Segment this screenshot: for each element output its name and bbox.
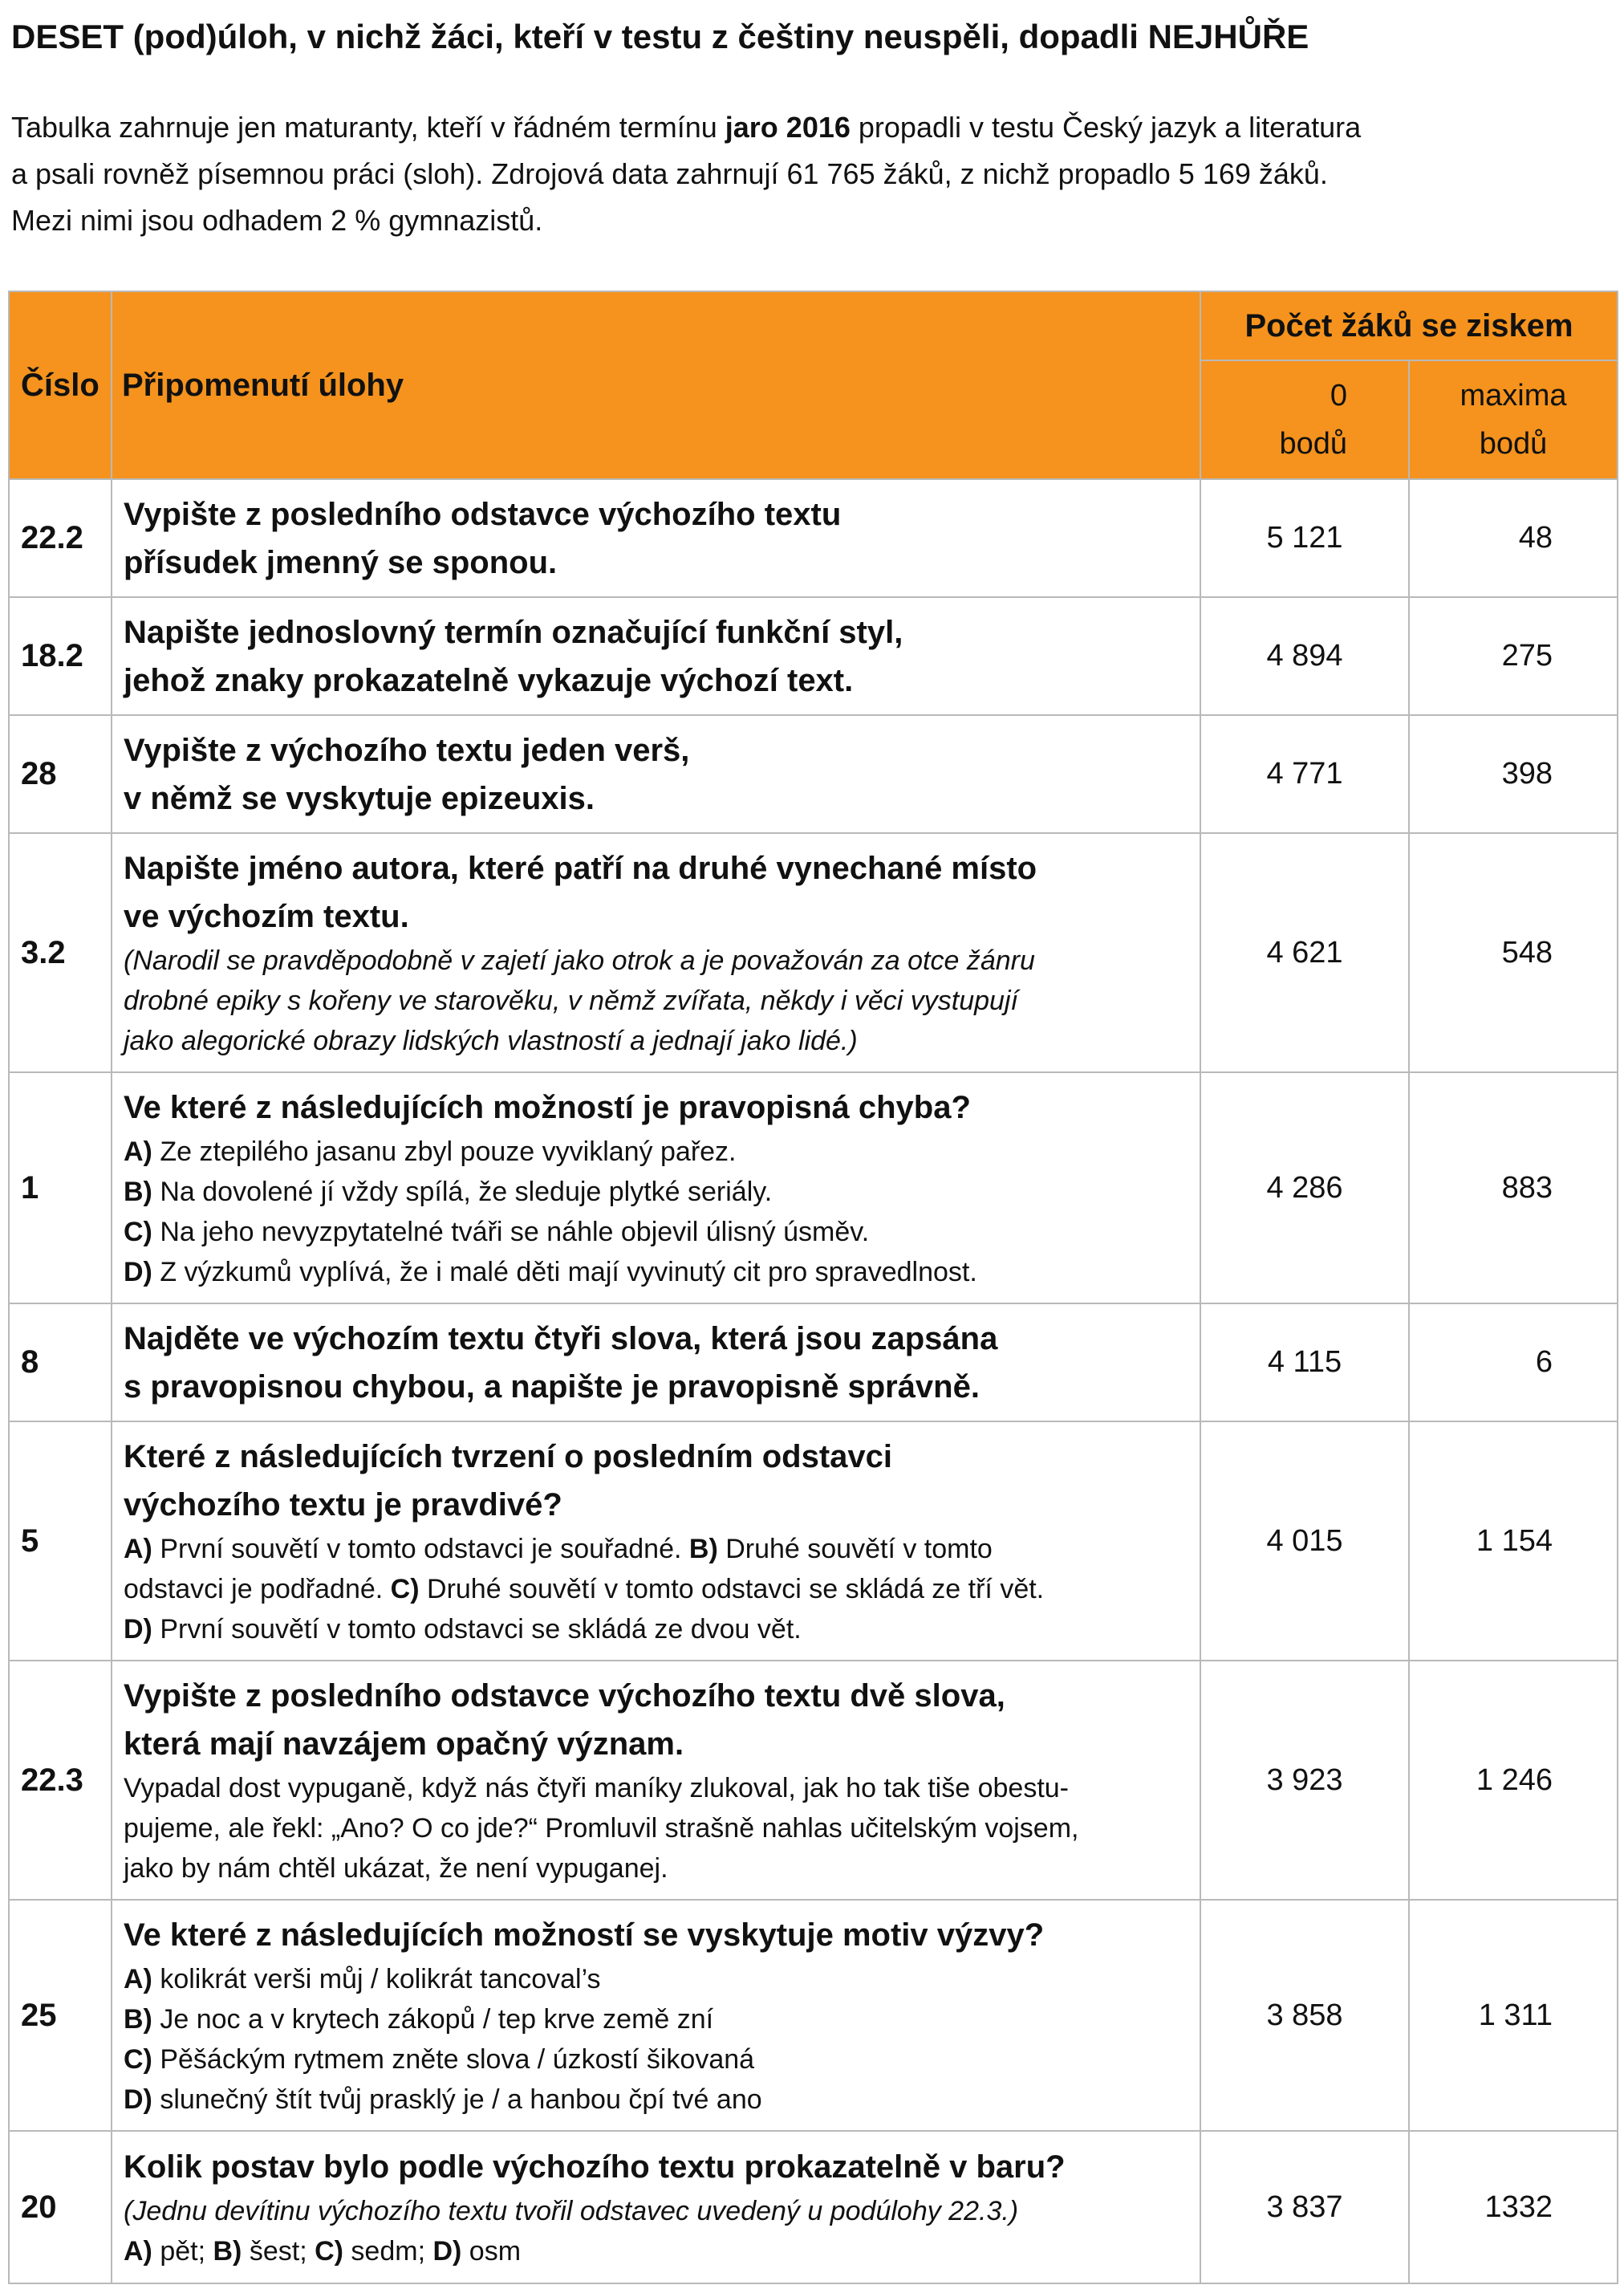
intro-line-2: a psali rovněž písemnou práci (sloh). Zdrojová data zahrnují 61 765 žáků, z nichž propadlo 5 169 žáků. bbox=[11, 157, 1328, 190]
task-number: 22.3 bbox=[9, 1661, 112, 1900]
option-b-letter: B) bbox=[213, 2236, 242, 2267]
header-zero-points: 0 bodů bbox=[1200, 360, 1409, 479]
zero-points-count: 5 121 bbox=[1200, 479, 1409, 597]
max-points-count: 48 bbox=[1409, 479, 1618, 597]
intro-text bbox=[11, 104, 1608, 244]
intro-line-1: Tabulka zahrnuje jen maturanty, kteří v řádném termínu jaro 2016 propadli v testu Český jazyk a literatura bbox=[11, 111, 1362, 144]
task-question: Vypište z výchozího textu jeden verš, v němž se vyskytuje epizeuxis. bbox=[124, 732, 690, 816]
table-row bbox=[9, 597, 1618, 715]
option-b-letter: B) bbox=[688, 1534, 718, 1564]
task-description bbox=[112, 479, 1200, 597]
task-question: Ve které z následujících možností se vyskytuje motiv výzvy? bbox=[124, 1917, 1045, 1953]
table-row bbox=[9, 1900, 1618, 2131]
zero-points-count: 4 771 bbox=[1200, 715, 1409, 833]
task-number: 18.2 bbox=[9, 597, 112, 715]
table-row bbox=[9, 715, 1618, 833]
max-points-count: 6 bbox=[1409, 1303, 1618, 1421]
zero-points-count: 4 115 bbox=[1200, 1303, 1409, 1421]
task-question: Vypište z posledního odstavce výchozího textu dvě slova, která mají navzájem opačný význam. bbox=[124, 1678, 1005, 1762]
source-excerpt: Vypadal dost vypuganě, když nás čtyři maníky zlukoval, jak ho tak tiše obestu- pujeme, ale řekl: „Ano? O co jde?“ Promluvil strašně nahlas učitelským vojsem, jako by nám chtěl ukázat, že není vypuganej. bbox=[124, 1773, 1079, 1884]
option-c-letter: C) bbox=[315, 2236, 343, 2267]
zero-points-count: 3 923 bbox=[1200, 1661, 1409, 1900]
intro-line-3: Mezi nimi jsou odhadem 2 % gymnazistů. bbox=[11, 204, 543, 237]
task-description bbox=[112, 1303, 1200, 1421]
table-row bbox=[9, 1303, 1618, 1421]
task-question: Které z následujících tvrzení o posledním odstavci výchozího textu je pravdivé? bbox=[124, 1439, 893, 1523]
zero-points-count: 4 286 bbox=[1200, 1072, 1409, 1303]
zero-points-count: 4 015 bbox=[1200, 1421, 1409, 1661]
table-row bbox=[9, 833, 1618, 1072]
answer-options bbox=[124, 1132, 1188, 1292]
option-c: C) Na jeho nevyzpytatelné tváři se náhle objevil úlisný úsměv. bbox=[124, 1217, 870, 1247]
option-b: B) Na dovolené jí vždy spílá, že sleduje plytké seriály. bbox=[124, 1177, 773, 1207]
task-description bbox=[112, 1421, 1200, 1661]
max-points-count: 1 246 bbox=[1409, 1661, 1618, 1900]
header-max-points: maxima bodů bbox=[1409, 360, 1618, 479]
option-a: A) kolikrát verši můj / kolikrát tancoval’s bbox=[124, 1964, 601, 1994]
task-number: 22.2 bbox=[9, 479, 112, 597]
table-row bbox=[9, 1661, 1618, 1900]
zero-points-count: 4 894 bbox=[1200, 597, 1409, 715]
task-note: (Jednu devítinu výchozího textu tvořil odstavec uvedený u podúlohy 22.3.) bbox=[124, 2196, 1019, 2226]
max-points-count: 1 311 bbox=[1409, 1900, 1618, 2131]
option-a-letter: A) bbox=[124, 2236, 152, 2267]
task-description bbox=[112, 2131, 1200, 2283]
zero-points-count: 3 858 bbox=[1200, 1900, 1409, 2131]
task-number: 20 bbox=[9, 2131, 112, 2283]
task-description bbox=[112, 1661, 1200, 1900]
option-d-letter: D) bbox=[432, 2236, 462, 2267]
table-row bbox=[9, 479, 1618, 597]
header-task: Připomenutí úlohy bbox=[112, 291, 1200, 479]
task-question: Napište jednoslovný termín označující funkční styl, jehož znaky prokazatelně vykazuje výchozí text. bbox=[124, 614, 903, 698]
table-row bbox=[9, 2131, 1618, 2283]
max-points-count: 548 bbox=[1409, 833, 1618, 1072]
results-table bbox=[8, 291, 1618, 2284]
option-d: D) Z výzkumů vyplívá, že i malé děti mají vyvinutý cit pro spravedlnost. bbox=[124, 1257, 977, 1287]
task-number: 1 bbox=[9, 1072, 112, 1303]
max-points-count: 398 bbox=[1409, 715, 1618, 833]
task-note: (Narodil se pravděpodobně v zajetí jako otrok a je považován za otce žánru drobné epiky s kořeny ve starověku, v němž zvířata, někdy i věci vystupují jako alegorické obrazy lidských vlastností a jednají jako lidé.) bbox=[124, 945, 1035, 1056]
answer-options bbox=[124, 1959, 1188, 2120]
task-description bbox=[112, 1900, 1200, 2131]
table-row bbox=[9, 1072, 1618, 1303]
max-points-count: 883 bbox=[1409, 1072, 1618, 1303]
task-description bbox=[112, 715, 1200, 833]
task-number: 28 bbox=[9, 715, 112, 833]
max-points-count: 1 154 bbox=[1409, 1421, 1618, 1661]
task-question: Kolik postav bylo podle výchozího textu prokazatelně v baru? bbox=[124, 2149, 1066, 2185]
task-description bbox=[112, 1072, 1200, 1303]
option-c-letter: C) bbox=[390, 1574, 420, 1604]
option-b: B) Je noc a v krytech zákopů / tep krve země zní bbox=[124, 2004, 714, 2035]
task-question: Ve které z následujících možností je pravopisná chyba? bbox=[124, 1090, 971, 1125]
table-row bbox=[9, 1421, 1618, 1661]
answer-options: A) pět; B) šest; C) sedm; D) osm bbox=[124, 2236, 522, 2267]
header-number: Číslo bbox=[9, 291, 112, 479]
task-number: 5 bbox=[9, 1421, 112, 1661]
task-number: 3.2 bbox=[9, 833, 112, 1072]
answer-options: A) První souvětí v tomto odstavci je souřadné. B) Druhé souvětí v tomto odstavci je podřadné. C) Druhé souvětí v tomto odstavci se skládá ze tří vět. D) První souvětí v tomto odstavci se skládá ze dvou vět. bbox=[124, 1534, 1045, 1645]
task-number: 25 bbox=[9, 1900, 112, 2131]
max-points-count: 1332 bbox=[1409, 2131, 1618, 2283]
option-a-letter: A) bbox=[124, 1534, 152, 1564]
zero-points-count: 4 621 bbox=[1200, 833, 1409, 1072]
option-d: D) slunečný štít tvůj prasklý je / a hanbou čpí tvé ano bbox=[124, 2084, 762, 2115]
task-description bbox=[112, 833, 1200, 1072]
task-number: 8 bbox=[9, 1303, 112, 1421]
task-question: Vypište z posledního odstavce výchozího textu přísudek jmenný se sponou. bbox=[124, 496, 842, 580]
option-d-letter: D) bbox=[124, 1614, 152, 1645]
page-title: DESET (pod)úloh, v nichž žáci, kteří v testu z češtiny neuspěli, dopadli NEJHŮŘE bbox=[11, 18, 1309, 55]
task-description bbox=[112, 597, 1200, 715]
task-question: Napište jméno autora, které patří na druhé vynechané místo ve výchozím textu. bbox=[124, 851, 1037, 934]
zero-points-count: 3 837 bbox=[1200, 2131, 1409, 2283]
option-a: A) Ze ztepilého jasanu zbyl pouze vyviklaný pařez. bbox=[124, 1136, 737, 1167]
max-points-count: 275 bbox=[1409, 597, 1618, 715]
option-c: C) Pěšáckým rytmem zněte slova / úzkostí šikovaná bbox=[124, 2044, 755, 2075]
header-group: Počet žáků se ziskem bbox=[1200, 291, 1618, 360]
task-question: Najděte ve výchozím textu čtyři slova, která jsou zapsána s pravopisnou chybou, a napište je pravopisně správně. bbox=[124, 1320, 998, 1405]
